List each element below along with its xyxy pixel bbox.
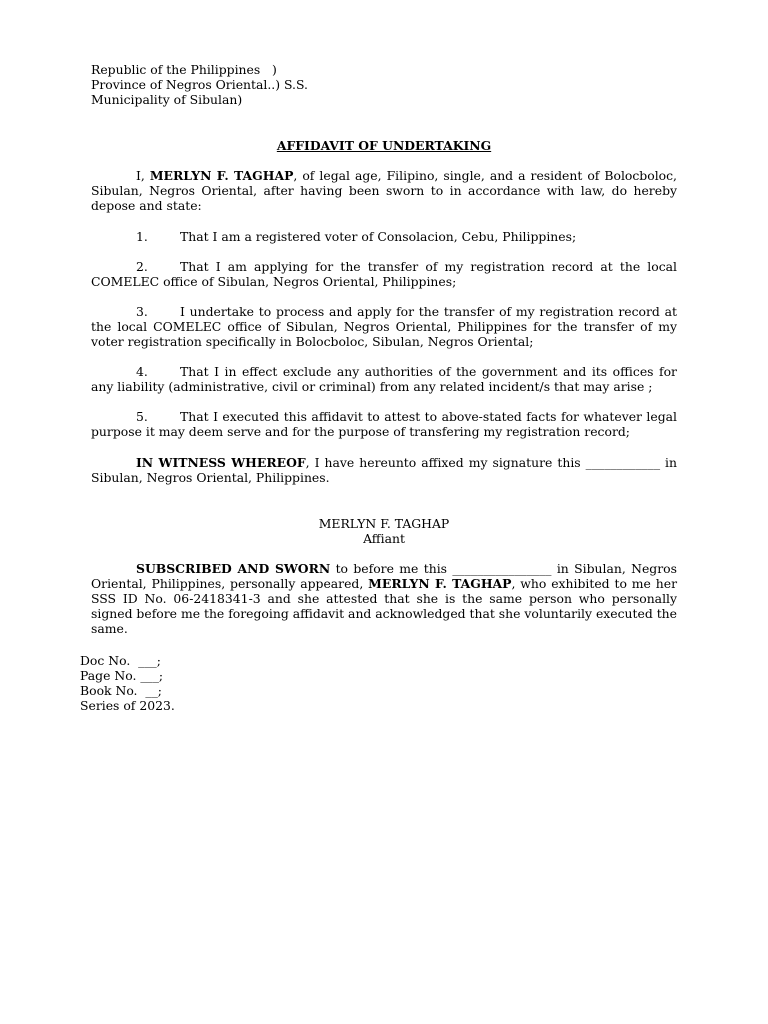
item-number: 3. (136, 304, 148, 319)
item-number: 4. (136, 364, 148, 379)
item-number: 1. (136, 229, 148, 244)
venue-line-republic: Republic of the Philippines ) (91, 62, 277, 77)
item-number: 5. (136, 409, 148, 424)
item-text: I undertake to process and apply for the transfer of my registration record at the local COMELEC office of Sibulan, Negros Oriental, Philippines for the transfer of my voter registration specifically in Bolocboloc, Sibulan, Negros Oriental; (91, 304, 677, 349)
jurat-paragraph (91, 561, 677, 636)
affiant-signature-block (0, 516, 768, 546)
item-text: That I executed this affidavit to attest to above-stated facts for whatever legal purpose it may deem serve and for the purpose of transfering my registration record; (91, 409, 677, 439)
item-text: That I in effect exclude any authorities of the government and its offices for any liability (administrative, civil or criminal) from any related incident/s that may arise ; (91, 364, 677, 394)
item-text: That I am a registered voter of Consolacion, Cebu, Philippines; (180, 229, 577, 244)
list-item (91, 364, 677, 394)
venue-line-province: Province of Negros Oriental..) S.S. (91, 77, 308, 92)
intro-text: , of legal age, Filipino, single, and a resident of Bolocboloc, Sibulan, Negros Oriental, after having been sworn to in accordance with law, do hereby depose and state: (91, 168, 677, 213)
item-text: That I am applying for the transfer of my registration record at the local COMELEC office of Sibulan, Negros Oriental, Philippines; (91, 259, 677, 289)
jurat-text-2: , who exhibited to me her SSS ID No. 06-2418341-3 and she attested that she is the same person who personally signed before me the foregoing affidavit and acknowledged that she voluntarily executed the same. (91, 576, 677, 636)
list-item (91, 259, 677, 289)
venue-line-municipality: Municipality of Sibulan) (91, 92, 243, 107)
document-title: AFFIDAVIT OF UNDERTAKING (276, 138, 492, 153)
witness-paragraph (91, 455, 677, 485)
affiant-name-jurat: MERLYN F. TAGHAP (368, 576, 512, 591)
series-year: Series of 2023. (80, 698, 175, 713)
book-number: Book No. __; (80, 683, 162, 698)
affiant-name-intro: MERLYN F. TAGHAP (149, 168, 294, 183)
list-item (91, 409, 677, 439)
list-item (91, 304, 677, 349)
venue-block (91, 62, 308, 107)
affiant-name: MERLYN F. TAGHAP (318, 516, 450, 531)
list-item (91, 229, 677, 244)
doc-number: Doc No. ___; (80, 653, 161, 668)
affiant-label: Affiant (363, 531, 405, 546)
notarial-register (80, 653, 175, 713)
jurat-text-1: to before me this ________________ in Sibulan, Negros Oriental, Philippines, personally appeared, (91, 561, 677, 591)
witness-lead: IN WITNESS WHEREOF (136, 455, 306, 470)
intro-pre: I, (136, 168, 150, 183)
witness-text: , I have hereunto affixed my signature this ____________ in Sibulan, Negros Oriental, Philippines. (91, 455, 677, 485)
page-number: Page No. ___; (80, 668, 164, 683)
intro-paragraph (91, 168, 677, 213)
jurat-lead: SUBSCRIBED AND SWORN (136, 561, 331, 576)
item-number: 2. (136, 259, 148, 274)
